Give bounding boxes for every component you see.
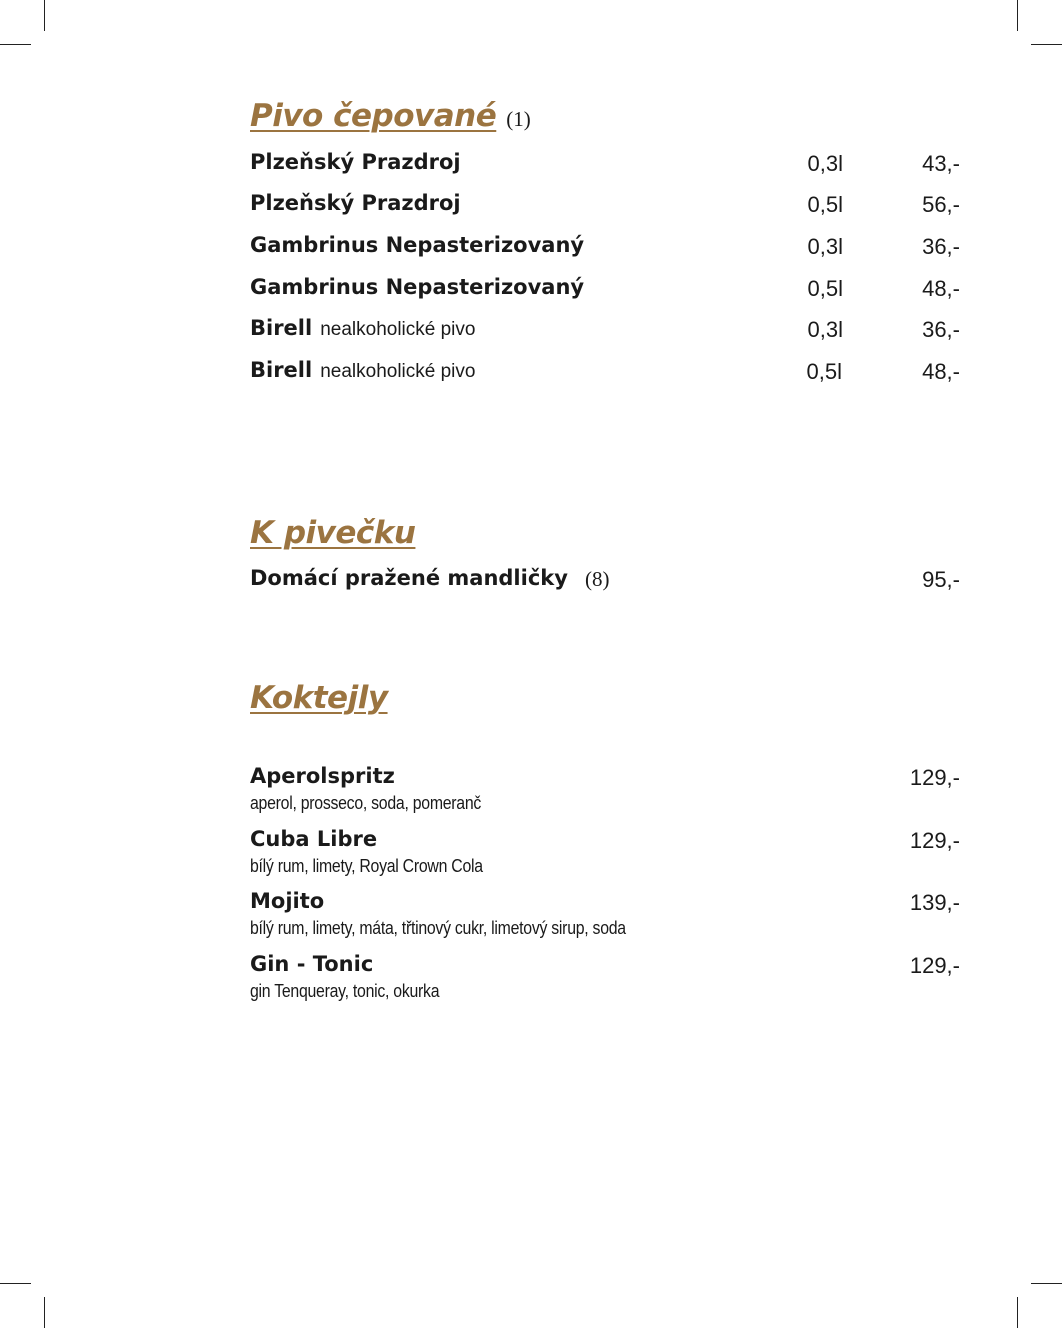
section-title-cocktails-text: Koktejly	[250, 680, 388, 716]
menu-item	[250, 566, 960, 596]
menu-item	[250, 952, 960, 1010]
crop-mark	[0, 44, 31, 45]
item-price: 36,-	[922, 234, 960, 259]
item-volume: 0,5l	[807, 192, 843, 217]
crop-mark	[0, 1283, 31, 1284]
item-price: 48,-	[922, 359, 960, 384]
item-volume: 0,5l	[807, 276, 843, 301]
item-name: Gambrinus Nepasterizovaný	[250, 233, 585, 257]
menu-item	[250, 191, 960, 221]
item-price: 129,-	[909, 953, 960, 978]
menu-item	[250, 150, 960, 180]
menu-item	[250, 275, 960, 305]
allergen-note: (8)	[585, 567, 610, 591]
section-title-cocktails	[250, 680, 388, 716]
item-price: 56,-	[922, 192, 960, 217]
item-name: Birell	[250, 316, 313, 340]
menu-item	[250, 764, 960, 822]
item-name: Cuba Libre	[250, 827, 378, 851]
section-title-beer	[250, 98, 531, 134]
crop-mark	[1031, 1283, 1062, 1284]
section-title-snacks-text: K pivečku	[250, 515, 416, 551]
item-name: Aperolspritz	[250, 764, 395, 788]
menu-item	[250, 889, 960, 947]
item-description: aperol, prosseco, soda, pomeranč	[250, 793, 482, 813]
crop-mark	[1017, 0, 1018, 31]
menu-item	[250, 316, 960, 346]
menu-item	[250, 358, 960, 388]
item-name: Mojito	[250, 889, 325, 913]
item-price: 139,-	[909, 890, 960, 915]
crop-mark	[1017, 1297, 1018, 1328]
crop-mark	[44, 1297, 45, 1328]
item-volume: 0,5l	[806, 359, 842, 384]
item-price: 95,-	[922, 567, 960, 592]
item-subtitle: nealkoholické pivo	[320, 319, 476, 340]
item-volume: 0,3l	[807, 234, 843, 259]
item-description: gin Tenqueray, tonic, okurka	[250, 981, 440, 1001]
crop-mark	[44, 0, 45, 31]
item-name: Gambrinus Nepasterizovaný	[250, 275, 585, 299]
item-subtitle: nealkoholické pivo	[320, 361, 476, 382]
item-name: Birell	[250, 358, 313, 382]
item-price: 129,-	[909, 828, 960, 853]
allergen-note: (1)	[506, 107, 531, 131]
item-volume: 0,3l	[807, 151, 843, 176]
item-name: Gin - Tonic	[250, 952, 374, 976]
item-price: 129,-	[909, 765, 960, 790]
section-title-beer-text: Pivo čepované	[250, 98, 497, 134]
item-name: Domácí pražené mandličky	[250, 566, 568, 590]
item-description: bílý rum, limety, máta, třtinový cukr, limetový sirup, soda	[250, 918, 626, 938]
item-price: 48,-	[922, 276, 960, 301]
crop-mark	[1031, 44, 1062, 45]
item-volume: 0,3l	[807, 317, 843, 342]
item-name: Plzeňský Prazdroj	[250, 191, 461, 215]
section-title-snacks	[250, 515, 415, 551]
item-price: 36,-	[922, 317, 960, 342]
item-description: bílý rum, limety, Royal Crown Cola	[250, 856, 483, 876]
menu-item	[250, 233, 960, 263]
item-price: 43,-	[922, 151, 960, 176]
menu-item	[250, 827, 960, 885]
item-name: Plzeňský Prazdroj	[250, 150, 461, 174]
